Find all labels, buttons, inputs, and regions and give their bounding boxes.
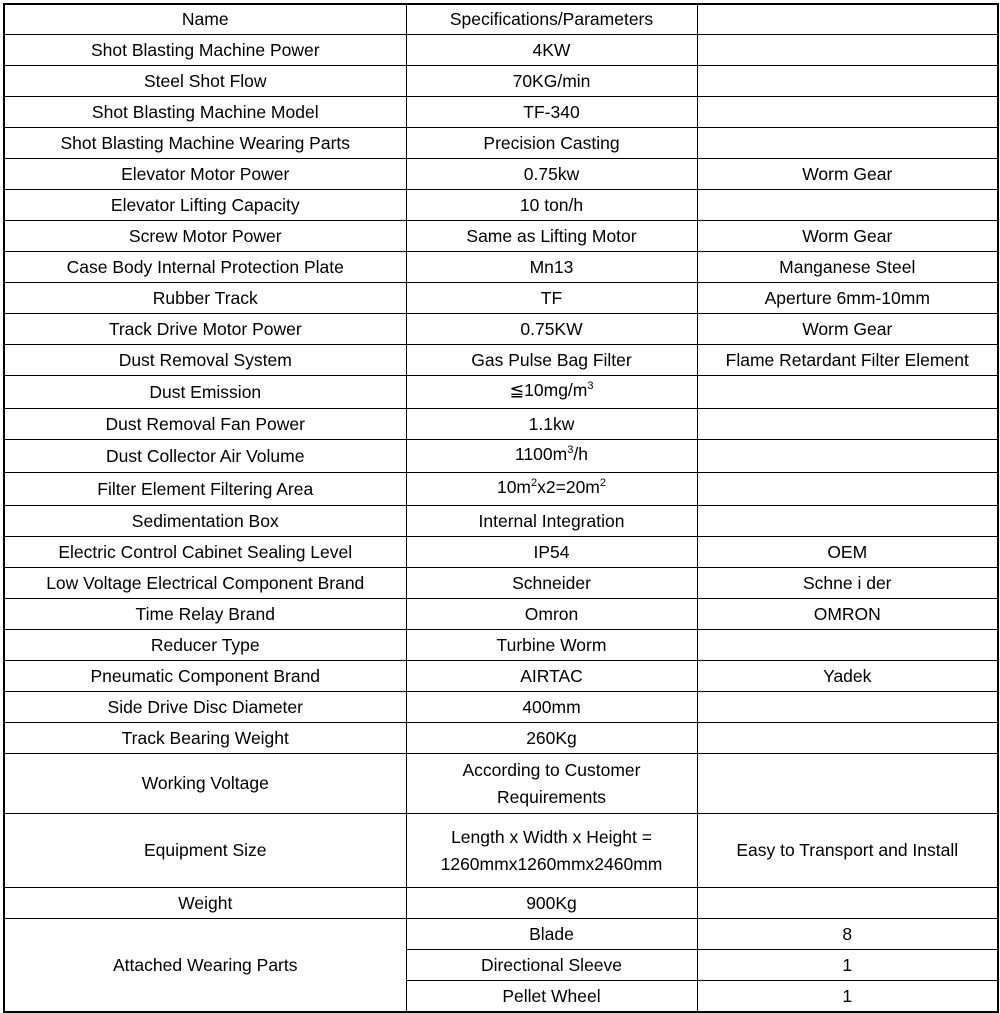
row-name: Filter Element Filtering Area — [4, 473, 406, 506]
table-row — [4, 814, 998, 888]
row-spec: 10 ton/h — [406, 190, 697, 221]
row-name: Pneumatic Component Brand — [4, 661, 406, 692]
row-name: Sedimentation Box — [4, 506, 406, 537]
table-row — [4, 97, 998, 128]
row-note — [697, 888, 998, 919]
table-row — [4, 159, 998, 190]
spec-text: 10m — [496, 477, 532, 497]
row-spec — [406, 754, 697, 814]
table-row — [4, 661, 998, 692]
row-spec: 0.75kw — [406, 159, 697, 190]
header-name: Name — [4, 4, 406, 35]
table-row — [4, 35, 998, 66]
specifications-table — [3, 3, 999, 1013]
wearing-qty: 1 — [697, 981, 998, 1013]
spec-line: 1260mmx1260mmx2460mm — [440, 853, 663, 874]
superscript: 2 — [599, 477, 607, 489]
table-row — [4, 409, 998, 440]
wearing-part: Directional Sleeve — [406, 950, 697, 981]
row-note — [697, 754, 998, 814]
header-spec: Specifications/Parameters — [406, 4, 697, 35]
superscript: 3 — [567, 444, 574, 456]
row-spec: Gas Pulse Bag Filter — [406, 345, 697, 376]
row-note — [697, 409, 998, 440]
row-spec: 900Kg — [406, 888, 697, 919]
row-name: Elevator Motor Power — [4, 159, 406, 190]
table-row — [4, 537, 998, 568]
row-name: Side Drive Disc Diameter — [4, 692, 406, 723]
row-name: Screw Motor Power — [4, 221, 406, 252]
row-spec: 0.75KW — [406, 314, 697, 345]
row-spec: TF — [406, 283, 697, 314]
row-name: Time Relay Brand — [4, 599, 406, 630]
row-spec — [406, 440, 697, 473]
row-note — [697, 630, 998, 661]
row-name: Shot Blasting Machine Power — [4, 35, 406, 66]
row-note: OMRON — [697, 599, 998, 630]
row-spec: 400mm — [406, 692, 697, 723]
table-row — [4, 630, 998, 661]
wearing-qty: 1 — [697, 950, 998, 981]
row-name: Dust Removal System — [4, 345, 406, 376]
table-row — [4, 440, 998, 473]
row-name: Reducer Type — [4, 630, 406, 661]
table-row — [4, 66, 998, 97]
wearing-part: Blade — [406, 919, 697, 950]
row-spec — [406, 473, 697, 506]
row-name: Dust Removal Fan Power — [4, 409, 406, 440]
row-note: Worm Gear — [697, 314, 998, 345]
row-note: Yadek — [697, 661, 998, 692]
row-spec: 4KW — [406, 35, 697, 66]
row-note: Flame Retardant Filter Element — [697, 345, 998, 376]
row-note — [697, 128, 998, 159]
row-name: Low Voltage Electrical Component Brand — [4, 568, 406, 599]
row-note — [697, 723, 998, 754]
row-note — [697, 376, 998, 409]
row-spec: IP54 — [406, 537, 697, 568]
spec-text: 1100m — [515, 444, 568, 464]
row-name: Track Bearing Weight — [4, 723, 406, 754]
table-row — [4, 919, 998, 950]
row-name: Shot Blasting Machine Wearing Parts — [4, 128, 406, 159]
table-row — [4, 376, 998, 409]
row-note: Schne i der — [697, 568, 998, 599]
table-row — [4, 723, 998, 754]
row-note — [697, 506, 998, 537]
row-name: Dust Emission — [4, 376, 406, 409]
row-spec: 1.1kw — [406, 409, 697, 440]
table-row — [4, 252, 998, 283]
superscript: 3 — [587, 380, 594, 392]
table-row — [4, 345, 998, 376]
row-spec — [406, 814, 697, 888]
row-spec: 260Kg — [406, 723, 697, 754]
row-note: OEM — [697, 537, 998, 568]
row-spec: TF-340 — [406, 97, 697, 128]
table-row — [4, 754, 998, 814]
row-note — [697, 97, 998, 128]
row-name: Elevator Lifting Capacity — [4, 190, 406, 221]
row-name: Dust Collector Air Volume — [4, 440, 406, 473]
row-name: Steel Shot Flow — [4, 66, 406, 97]
row-name: Shot Blasting Machine Model — [4, 97, 406, 128]
row-name: Attached Wearing Parts — [4, 919, 406, 1013]
row-spec: Turbine Worm — [406, 630, 697, 661]
row-note — [697, 473, 998, 506]
table-row — [4, 888, 998, 919]
spec-line: Requirements — [497, 786, 606, 807]
row-note — [697, 66, 998, 97]
spec-text: x2=20m — [537, 477, 600, 497]
row-note: Worm Gear — [697, 221, 998, 252]
row-spec: Mn13 — [406, 252, 697, 283]
row-spec: AIRTAC — [406, 661, 697, 692]
row-spec: Same as Lifting Motor — [406, 221, 697, 252]
row-note: Easy to Transport and Install — [697, 814, 998, 888]
wearing-part: Pellet Wheel — [406, 981, 697, 1013]
row-spec: Precision Casting — [406, 128, 697, 159]
row-spec — [406, 376, 697, 409]
wearing-qty: 8 — [697, 919, 998, 950]
header-note — [697, 4, 998, 35]
row-note: Aperture 6mm-10mm — [697, 283, 998, 314]
spec-line: According to Customer — [462, 759, 641, 780]
table-row — [4, 473, 998, 506]
table-row — [4, 221, 998, 252]
row-name: Weight — [4, 888, 406, 919]
row-name: Track Drive Motor Power — [4, 314, 406, 345]
spec-text: ≦10mg/m — [509, 380, 588, 400]
row-spec: Omron — [406, 599, 697, 630]
row-name: Equipment Size — [4, 814, 406, 888]
row-name: Working Voltage — [4, 754, 406, 814]
table-row — [4, 568, 998, 599]
table-row — [4, 283, 998, 314]
row-note — [697, 440, 998, 473]
row-note — [697, 190, 998, 221]
row-spec: Internal Integration — [406, 506, 697, 537]
row-name: Rubber Track — [4, 283, 406, 314]
row-spec: 70KG/min — [406, 66, 697, 97]
row-note: Worm Gear — [697, 159, 998, 190]
superscript: 2 — [531, 477, 538, 489]
spec-line: Length x Width x Height = — [451, 826, 652, 847]
spec-text: /h — [573, 444, 588, 464]
table-row — [4, 314, 998, 345]
row-name: Case Body Internal Protection Plate — [4, 252, 406, 283]
row-note — [697, 692, 998, 723]
table-row — [4, 190, 998, 221]
table-row — [4, 599, 998, 630]
row-note — [697, 35, 998, 66]
table-row — [4, 128, 998, 159]
row-name: Electric Control Cabinet Sealing Level — [4, 537, 406, 568]
row-note: Manganese Steel — [697, 252, 998, 283]
table-row — [4, 692, 998, 723]
table-header-row — [4, 4, 998, 35]
table-row — [4, 506, 998, 537]
row-spec: Schneider — [406, 568, 697, 599]
